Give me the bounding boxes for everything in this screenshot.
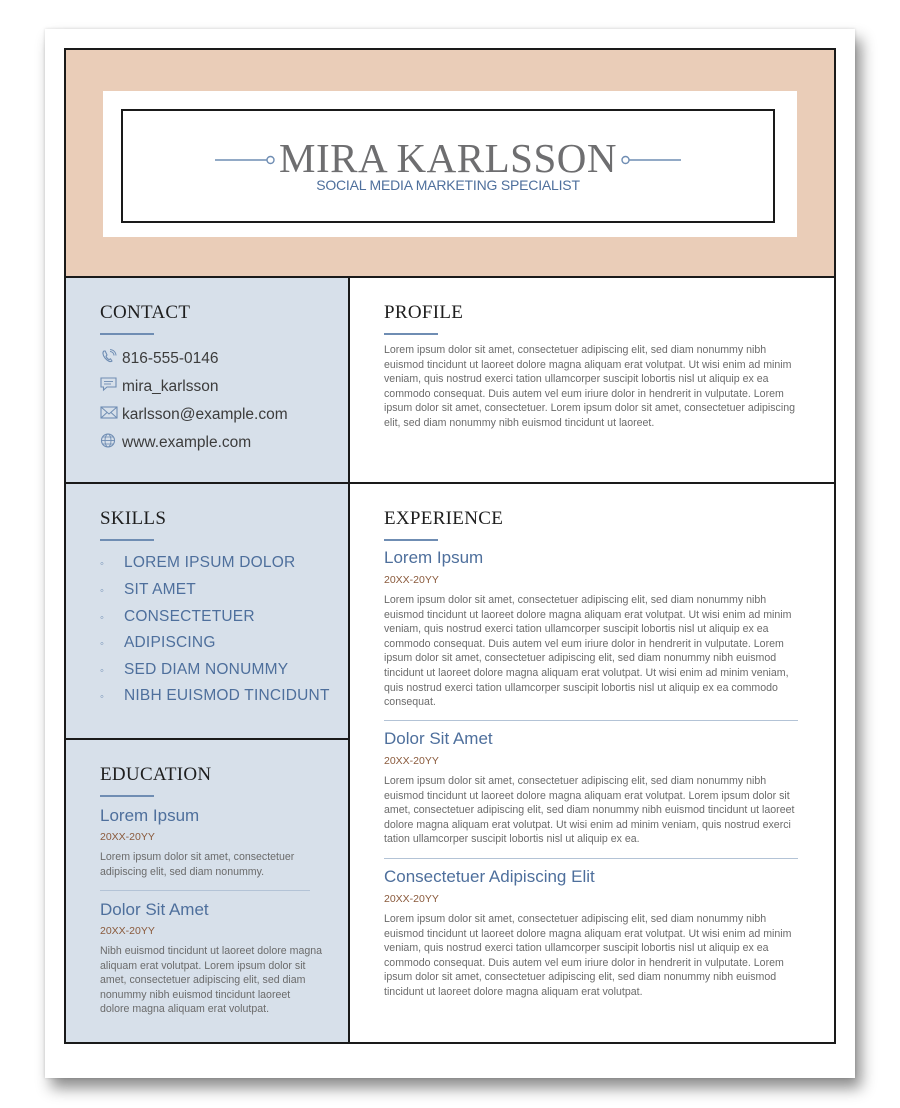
experience-dates: 20XX-20YY bbox=[384, 755, 439, 767]
experience-text: Lorem ipsum dolor sit amet, consectetuer adipiscing elit, sed diam nonummy nibh euismod tincidunt ut laoreet dolore magna aliquam erat volutpat. Lorem ipsum dolor sit amet, consectetuer adipiscing elit, sed diam nonummy nibh euismod tincidunt ut laoreet dolore magna aliquam erat volutpat. Ut wisi enim ad minim veniam, quis nostrud exerci tation ullamcorper suscipit lobortis nisl ut aliquip ex ea. bbox=[384, 775, 795, 846]
experience-dates: 20XX-20YY bbox=[384, 574, 439, 586]
job-title-subtitle: SOCIAL MEDIA MARKETING SPECIALIST bbox=[316, 177, 580, 193]
chat-icon bbox=[100, 377, 120, 393]
experience-section bbox=[350, 484, 834, 1042]
education-heading: EDUCATION bbox=[100, 764, 212, 785]
skill-item: ◦ CONSECTETUER bbox=[100, 608, 255, 625]
profile-heading: PROFILE bbox=[384, 302, 464, 323]
email-text: karlsson@example.com bbox=[122, 406, 288, 423]
profile-section bbox=[350, 278, 834, 482]
left-line-ornament-icon bbox=[215, 135, 275, 181]
right-line-ornament-icon bbox=[621, 135, 681, 181]
skills-heading: SKILLS bbox=[100, 508, 167, 529]
education-dates: 20XX-20YY bbox=[100, 831, 155, 843]
profile-underline bbox=[384, 333, 438, 335]
skills-education-divider bbox=[66, 738, 350, 740]
experience-job-title: Consectetuer Adipiscing Elit bbox=[384, 867, 595, 886]
website-text: www.example.com bbox=[122, 434, 252, 451]
education-text: Nibh euismod tincidunt ut laoreet dolore magna aliquam erat volutpat. Lorem ipsum dolor sit amet, consectetuer adipiscing elit, sed diam nonummy nibh euismod tincidunt laoreet dolore magna aliquam erat volutpat. bbox=[100, 945, 323, 1016]
experience-text: Lorem ipsum dolor sit amet, consectetuer adipiscing elit, sed diam nonummy nibh euismod tincidunt ut laoreet dolore magna aliquam erat volutpat. Ut wisi enim ad minim veniam, quis nostrud exerci tation ullamcorper suscipit lobortis nisl ut aliquip ex ea commodo consequat. Duis autem vel eum iriure dolor in hendrerit in vulputate. Lorem ipsum dolor sit amet, consectetuer adipiscing elit, sed diam nonummy nibh euismod tincidunt ut laoreet dolore magna aliquam erat volutpat. bbox=[384, 913, 792, 998]
contact-email[interactable] bbox=[100, 404, 288, 426]
experience-job-title: Dolor Sit Amet bbox=[384, 729, 493, 748]
education-separator bbox=[100, 890, 310, 891]
skill-item: ◦ SIT AMET bbox=[100, 581, 196, 598]
skills-underline bbox=[100, 539, 154, 541]
phone-text: 816-555-0146 bbox=[122, 350, 219, 367]
header-band bbox=[66, 50, 834, 278]
handle-text: mira_karlsson bbox=[122, 378, 219, 395]
profile-text: Lorem ipsum dolor sit amet, consectetuer adipiscing elit, sed diam nonummy nibh euismod tincidunt ut laoreet dolore magna aliquam erat volutpat. Ut wisi enim ad minim veniam, quis nostrud exerci tation ullamcorper suscipit lobortis nisl ut aliquip ex ea commodo consequat. Duis autem vel eum iriure dolor in hendrerit in vulputate. Lorem ipsum dolor sit amet, consectetuer. Lorem ipsum dolor sit amet, consectetuer adipiscing elit, sed diam nonummy nibh euismod tincidunt ut laoreet. bbox=[384, 344, 795, 429]
education-underline bbox=[100, 795, 154, 797]
skill-item: ◦ NIBH EUISMOD TINCIDUNT bbox=[100, 687, 330, 704]
experience-underline bbox=[384, 539, 438, 541]
experience-job-title: Lorem Ipsum bbox=[384, 548, 484, 567]
phone-icon bbox=[100, 349, 120, 365]
education-text: Lorem ipsum dolor sit amet, consectetuer adipiscing elit, sed diam nonummy. bbox=[100, 851, 295, 878]
contact-handle[interactable] bbox=[100, 376, 218, 398]
contact-phone[interactable] bbox=[100, 348, 219, 370]
experience-heading: EXPERIENCE bbox=[384, 508, 504, 529]
skill-item: ◦ LOREM IPSUM DOLOR bbox=[100, 554, 296, 571]
email-icon bbox=[100, 405, 120, 421]
education-dates: 20XX-20YY bbox=[100, 925, 155, 937]
resume-frame bbox=[64, 48, 836, 1044]
candidate-name: MIRA KARLSSON bbox=[279, 135, 617, 181]
education-title: Dolor Sit Amet bbox=[100, 900, 209, 919]
education-title: Lorem Ipsum bbox=[100, 806, 200, 825]
experience-dates: 20XX-20YY bbox=[384, 893, 439, 905]
experience-separator bbox=[384, 720, 798, 721]
contact-heading: CONTACT bbox=[100, 302, 191, 323]
skill-item: ◦ ADIPISCING bbox=[100, 634, 216, 651]
name-box bbox=[121, 109, 775, 223]
experience-text: Lorem ipsum dolor sit amet, consectetuer adipiscing elit, sed diam nonummy nibh euismod tincidunt ut laoreet dolore magna aliquam erat volutpat. Ut wisi enim ad minim veniam, quis nostrud exerci tation ullamcorper suscipit lobortis nisl ut aliquip ex ea commodo consequat. Duis autem vel eum iriure dolor in hendrerit in vulputate. Lorem ipsum dolor sit amet, consectetuer adipiscing elit, sed diam nonummy nibh euismod tincidunt ut laoreet dolore magna aliquam erat volutpat. Ut wisi enim ad minim veniam, quis nostrud exerci tation ullamcorper suscipit lobortis nisl ut aliquip ex ea commodo consequat. bbox=[384, 594, 792, 709]
experience-separator bbox=[384, 858, 798, 859]
skill-item: ◦ SED DIAM NONUMMY bbox=[100, 661, 289, 678]
contact-underline bbox=[100, 333, 154, 335]
globe-icon bbox=[100, 433, 120, 449]
header-white-panel bbox=[103, 91, 797, 237]
contact-website[interactable] bbox=[100, 432, 251, 454]
